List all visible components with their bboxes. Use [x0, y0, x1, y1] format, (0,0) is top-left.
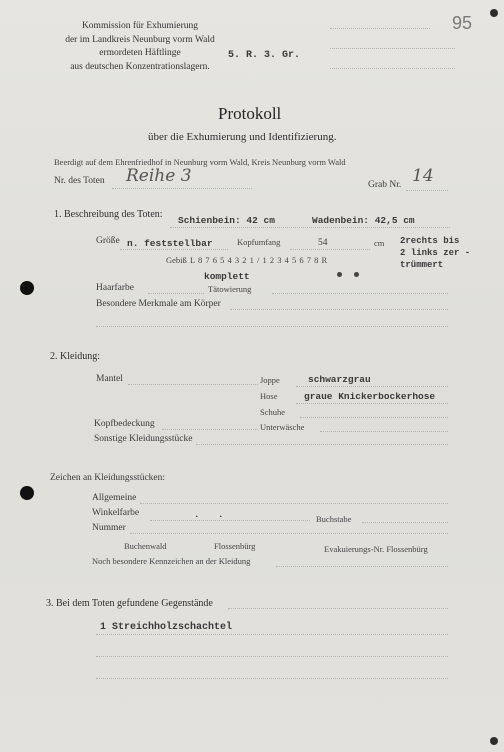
letter-label: Buchstabe: [316, 514, 352, 524]
camp-buchenwald: Buchenwald: [124, 541, 167, 551]
grave-number-value: 14: [412, 166, 434, 186]
triangle-color-mark-2: .: [218, 510, 224, 520]
row-number-value: Reihe 3: [126, 166, 192, 186]
document-subtitle: über die Exhumierung und Identifizierung.: [148, 131, 337, 143]
other-marks-label: Noch besondere Kennzeichen an der Kleidung: [92, 556, 251, 566]
head-circumference-value: 54: [318, 238, 328, 248]
section2-heading: 2. Kleidung:: [50, 351, 100, 362]
jacket-value: schwarzgrau: [308, 374, 371, 385]
reference-code: 5. R. 3. Gr.: [228, 50, 301, 61]
other-clothing-label: Sonstige Kleidungsstücke: [94, 434, 193, 444]
general-marks-label: Allgemeine: [92, 493, 137, 503]
page-number: 95: [452, 13, 473, 33]
document-title: Protokoll: [218, 104, 282, 123]
number-label: Nummer: [92, 523, 126, 533]
teeth-note-line-3: trümmert: [400, 260, 444, 270]
size-value: n. feststellbar: [127, 238, 213, 249]
calf-measure: Wadenbein: 42,5 cm: [312, 215, 415, 226]
teeth-note-line-2: 2 links zer -: [400, 248, 471, 258]
shoes-label: Schuhe: [260, 407, 286, 417]
hair-color-label: Haarfarbe: [96, 283, 134, 293]
size-label: Größe: [96, 236, 120, 246]
teeth-mark-left: [337, 272, 342, 277]
commission-line-3: ermordeten Häftlinge: [99, 48, 181, 58]
coat-label: Mantel: [96, 374, 123, 384]
commission-header: [40, 20, 240, 74]
jacket-label: Joppe: [260, 375, 280, 385]
teeth-scheme: L 8 7 6 5 4 3 2 1 / 1 2 3 4 5 6 7 8 R: [190, 255, 328, 265]
punch-hole-bottom: [20, 486, 34, 500]
commission-line-2: der im Landkreis Neunburg vorm Wald: [65, 34, 215, 45]
headwear-label: Kopfbedeckung: [94, 419, 155, 429]
camp-flossenburg: Flossenbürg: [214, 541, 256, 551]
clothing-marks-heading: Zeichen an Kleidungsstücken:: [50, 473, 166, 483]
triangle-color-label: Winkelfarbe: [92, 508, 140, 518]
teeth-label: Gebiß: [166, 255, 187, 265]
burial-statement: Beerdigt auf dem Ehrenfriedhof in Neunburg vorm Wald, Kreis Neunburg vorm Wald: [54, 157, 346, 167]
triangle-color-mark-1: .: [194, 510, 200, 520]
grave-number-label: Grab Nr.: [368, 180, 402, 190]
row-number-label: Nr. des Toten: [54, 176, 105, 186]
commission-line-1: Kommission für Exhumierung: [81, 21, 199, 31]
body-marks-label: Besondere Merkmale am Körper: [96, 299, 221, 309]
punch-hole-top: [20, 281, 34, 295]
head-circumference-unit: cm: [374, 238, 385, 248]
teeth-complete: komplett: [204, 271, 250, 282]
trousers-label: Hose: [260, 391, 278, 401]
shinbone-measure: Schienbein: 42 cm: [178, 215, 275, 226]
commission-line-4: aus deutschen Konzentrationslagern.: [70, 61, 210, 72]
tattoo-label: Tätowierung: [208, 284, 252, 294]
underwear-label: Unterwäsche: [260, 422, 305, 432]
teeth-mark-right: [354, 272, 359, 277]
found-item-1: 1 Streichholzschachtel: [100, 622, 233, 633]
section1-heading: 1. Beschreibung des Toten:: [54, 209, 163, 220]
corner-mark-top-right: [490, 9, 498, 17]
section3-heading: 3. Bei dem Toten gefundene Gegenstände: [46, 598, 213, 609]
corner-mark-bottom-right: [490, 737, 498, 745]
teeth-note-line-1: 2rechts bis: [400, 236, 460, 246]
head-circumference-label: Kopfumfang: [237, 237, 281, 247]
evacuation-number-label: Evakuierungs-Nr. Flossenbürg: [324, 544, 428, 554]
trousers-value: graue Knickerbockerhose: [304, 391, 436, 402]
